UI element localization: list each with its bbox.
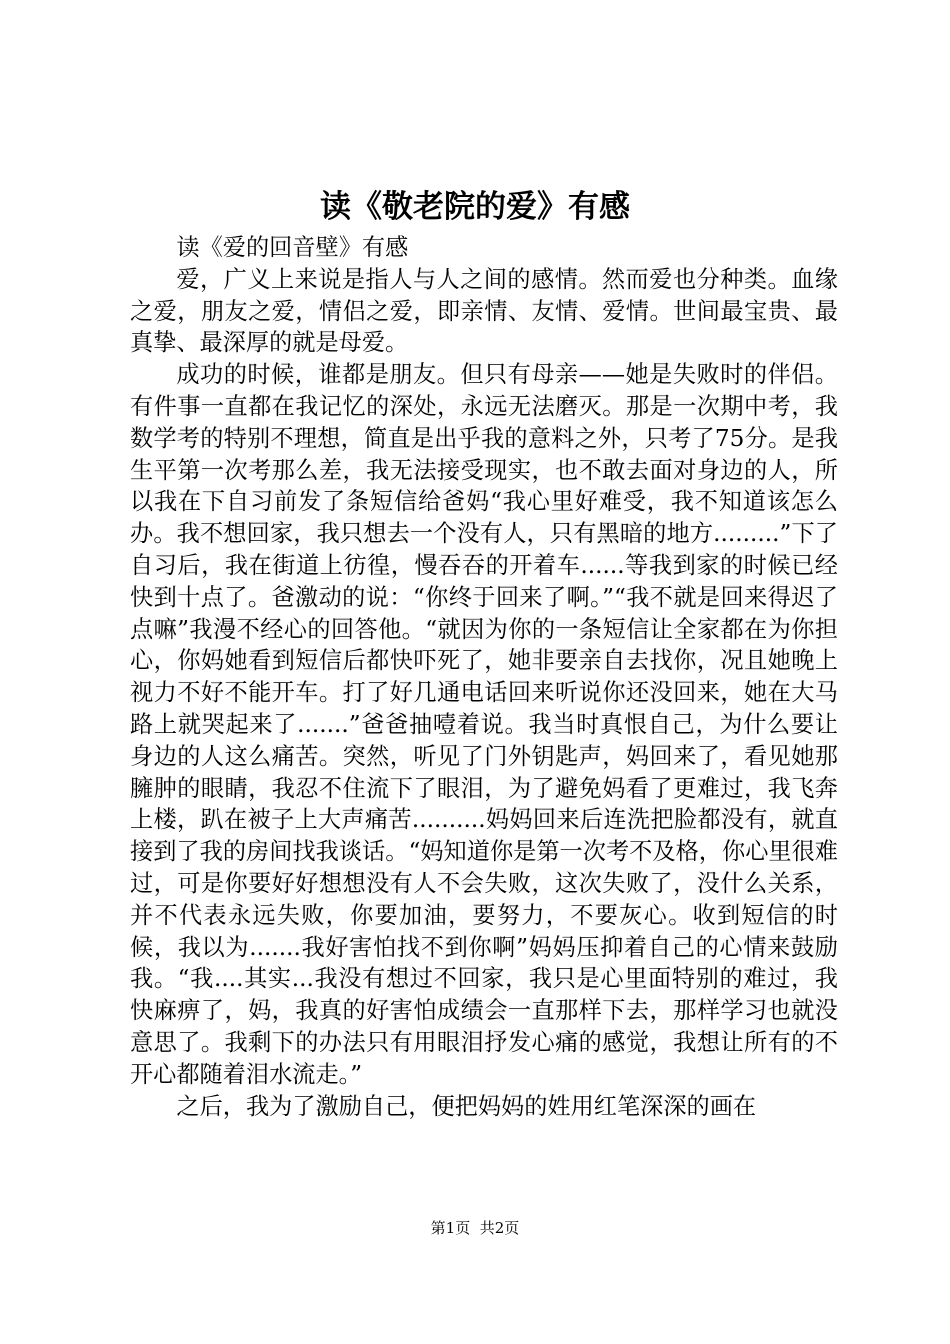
document-body [130,232,838,1122]
paragraph-continued: 之后，我为了激励自己，便把妈妈的姓用红笔深深的画在 [176,1092,757,1120]
page-number: 第1页 [430,1219,471,1237]
page-total: 共2页 [479,1219,520,1237]
document-title: 读《敬老院的爱》有感 [320,189,630,225]
paragraph-intro: 爱，广义上来说是指人与人之间的感情。然而爱也分种类。血缘之爱，朋友之爱，情侣之爱，即亲情、友情、爱情。世间最宝贵、最真挚、最深厚的就是母爱。 [130,265,838,357]
paragraph-subtitle: 读《爱的回音壁》有感 [176,234,409,261]
paragraph-story: 成功的时候，谁都是朋友。但只有母亲——她是失败时的伴侣。有件事一直都在我记忆的深处，永远无法磨灭。那是一次期中考，我数学考的特别不理想，简直是出乎我的意料之外，只考了75分。是我生平第一次考那么差，我无法接受现实，也不敢去面对身边的人，所以我在下自习前发了条短信给爸妈“我心里好难受，我不知道该怎么办。我不想回家，我只想去一个没有人，只有黑暗的地方.........”下了自习后，我在街道上彷徨，慢吞吞的开着车......等我到家的时候已经快到十点了。爸激动的说：“你终于回来了啊。”“我不就是回来得迟了点嘛”我漫不经心的回答他。“就因为你的一条短信让全家都在为你担心，你妈她看到短信后都快吓死了，她非要亲自去找你，况且她晚上视力不好不能开车。打了好几通电话回来听说你还没回来，她在大马路上就哭起来了.......”爸爸抽噎着说。我当时真恨自己，为什么要让身边的人这么痛苦。突然，听见了门外钥匙声，妈回来了，看见她那臃肿的眼睛，我忍不住流下了眼泪，为了避免妈看了更难过，我飞奔上楼，趴在被子上大声痛苦..........妈妈回来后连洗把脸都没有，就直接到了我的房间找我谈话。“妈知道你是第一次考不及格，你心里很难过，可是你要好好想想没有人不会失败，这次失败了，没什么关系，并不代表永远失败，你要加油，要努力，不要灰心。收到短信的时候，我以为.......我好害怕找不到你啊”妈妈压抑着自己的心情来鼓励我。“我....其实...我没有想过不回家，我只是心里面特别的难过，我快麻痹了，妈，我真的好害怕成绩会一直那样下去，那样学习也就没意思了。我剩下的办法只有用眼泪抒发心痛的感觉，我想让所有的不开心都随着泪水流走。” [130,361,838,1088]
page-footer [0,1218,950,1238]
